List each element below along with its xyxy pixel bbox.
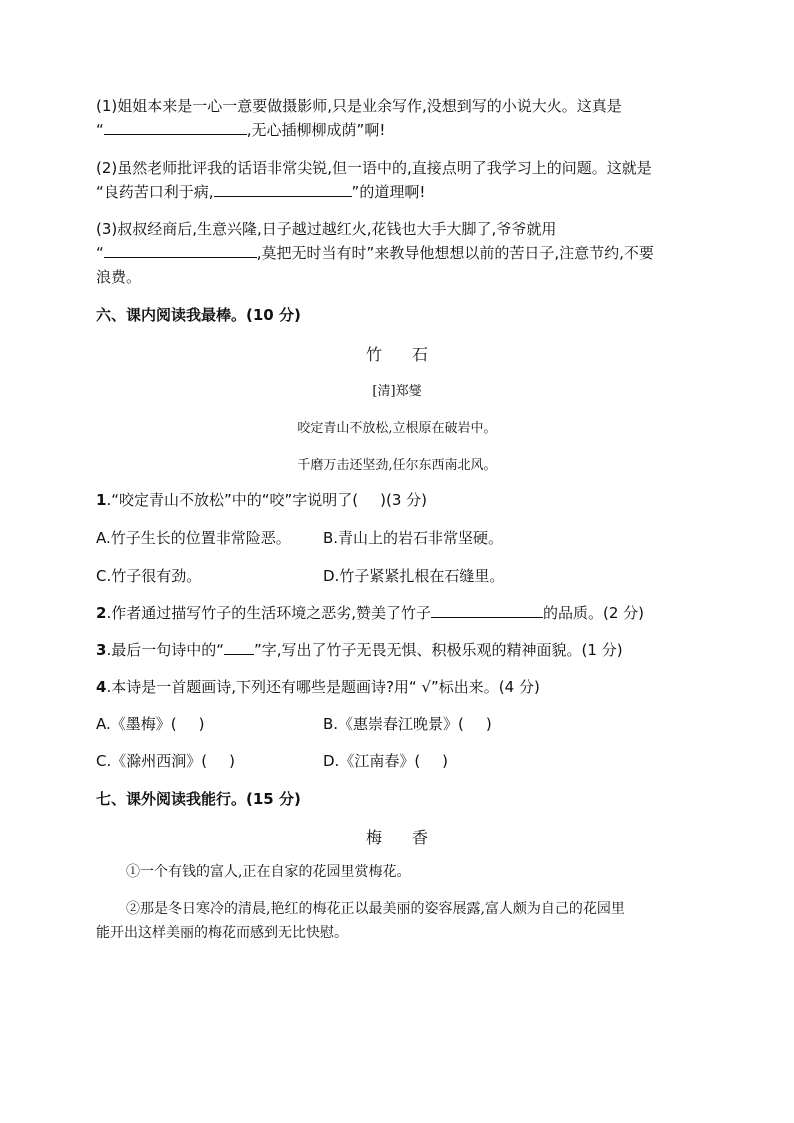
option-4a-label: A.《墨梅》( <box>96 715 177 733</box>
paragraph-2-line-1: ②那是冬日寒冷的清晨,艳红的梅花正以最美丽的姿容展露,富人颇为自己的花园里 <box>126 901 625 917</box>
question-3-tail: ”字,写出了竹子无畏无惧、积极乐观的精神面貌。(1 分) <box>253 641 623 659</box>
answer-blank-2[interactable] <box>214 182 352 197</box>
option-1d: D.竹子紧紧扎根在石缝里。 <box>323 567 505 585</box>
answer-blank-q3[interactable] <box>224 640 254 655</box>
close-paren: ) <box>229 752 235 770</box>
item-3-line-3: 浪费。 <box>96 268 142 286</box>
article-title <box>0 825 794 848</box>
close-paren: ) <box>442 752 449 770</box>
article-title-char-2: 香 <box>412 828 429 847</box>
section-7-heading: 七、课外阅读我能行。(15 分) <box>96 790 301 808</box>
option-4a <box>96 714 204 734</box>
question-1-score: )(3 分) <box>380 491 428 509</box>
answer-blank-3[interactable] <box>104 243 257 258</box>
question-4 <box>96 677 540 697</box>
question-2 <box>96 603 644 623</box>
option-4d-label: D.《江南春》( <box>323 752 421 770</box>
close-paren: ) <box>198 715 205 733</box>
option-1c: C.竹子很有劲。 <box>96 567 202 585</box>
poem-title <box>0 342 794 365</box>
question-number: 3 <box>96 641 107 659</box>
article-title-char-1: 梅 <box>365 828 382 847</box>
option-1a: A.竹子生长的位置非常险恶。 <box>96 529 291 547</box>
question-number: 1 <box>96 491 107 509</box>
item-2-line-1: (2)虽然老师批评我的话语非常尖锐,但一语中的,直接点明了我学习上的问题。这就是 <box>96 159 652 177</box>
question-2-tail: 的品质。(2 分) <box>542 604 645 622</box>
question-1 <box>96 490 427 510</box>
item-1-line-1: (1)姐姐本来是一心一意要做摄影师,只是业余写作,没想到写的小说大火。这真是 <box>96 97 622 115</box>
question-number: 2 <box>96 604 107 622</box>
poem-author: [清]郑燮 <box>372 384 422 399</box>
poem-title-char-2: 石 <box>412 345 429 364</box>
open-quote: “ <box>96 121 104 139</box>
question-1-text: .“咬定青山不放松”中的“咬”字说明了( <box>106 491 359 509</box>
poem-line-1: 咬定青山不放松,立根原在破岩中。 <box>297 421 497 436</box>
option-4b <box>323 714 492 734</box>
question-number: 4 <box>96 678 107 696</box>
question-4-text: .本诗是一首题画诗,下列还有哪些是题画诗?用“ √”标出来。(4 分) <box>106 678 540 696</box>
item-2-lead: “良药苦口利于病, <box>96 183 214 201</box>
close-paren: ) <box>485 715 492 733</box>
question-3-text: .最后一句诗中的“ <box>106 641 224 659</box>
open-quote: “ <box>96 244 104 262</box>
item-2-line-2 <box>96 182 425 202</box>
item-3-line-2 <box>96 243 654 263</box>
question-3 <box>96 640 623 660</box>
item-2-tail: ”的道理啊! <box>351 183 426 201</box>
item-3-tail: ,莫把无时当有时”来教导他想想以前的苦日子,注意节约,不要 <box>256 244 654 262</box>
option-4b-label: B.《惠崇春江晚景》( <box>323 715 464 733</box>
item-1-tail: ,无心插柳柳成荫”啊! <box>246 121 386 139</box>
option-4c-label: C.《滁州西涧》( <box>96 752 208 770</box>
section-6-heading: 六、课内阅读我最棒。(10 分) <box>96 306 301 324</box>
answer-blank-1[interactable] <box>104 120 247 135</box>
poem-title-char-1: 竹 <box>365 345 382 364</box>
item-1-line-2 <box>96 120 385 140</box>
poem-line-2: 千磨万击还坚劲,任尔东西南北风。 <box>297 458 497 473</box>
option-4c <box>96 751 235 771</box>
option-4d <box>323 751 448 771</box>
paragraph-2-line-2: 能开出这样美丽的梅花而感到无比快慰。 <box>96 925 348 941</box>
option-1b: B.青山上的岩石非常坚硬。 <box>323 529 504 547</box>
item-3-line-1: (3)叔叔经商后,生意兴隆,日子越过越红火,花钱也大手大脚了,爷爷就用 <box>96 220 557 238</box>
paragraph-1: ①一个有钱的富人,正在自家的花园里赏梅花。 <box>126 864 411 880</box>
question-2-text: .作者通过描写竹子的生活环境之恶劣,赞美了竹子 <box>106 604 431 622</box>
answer-blank-q2[interactable] <box>431 603 543 618</box>
